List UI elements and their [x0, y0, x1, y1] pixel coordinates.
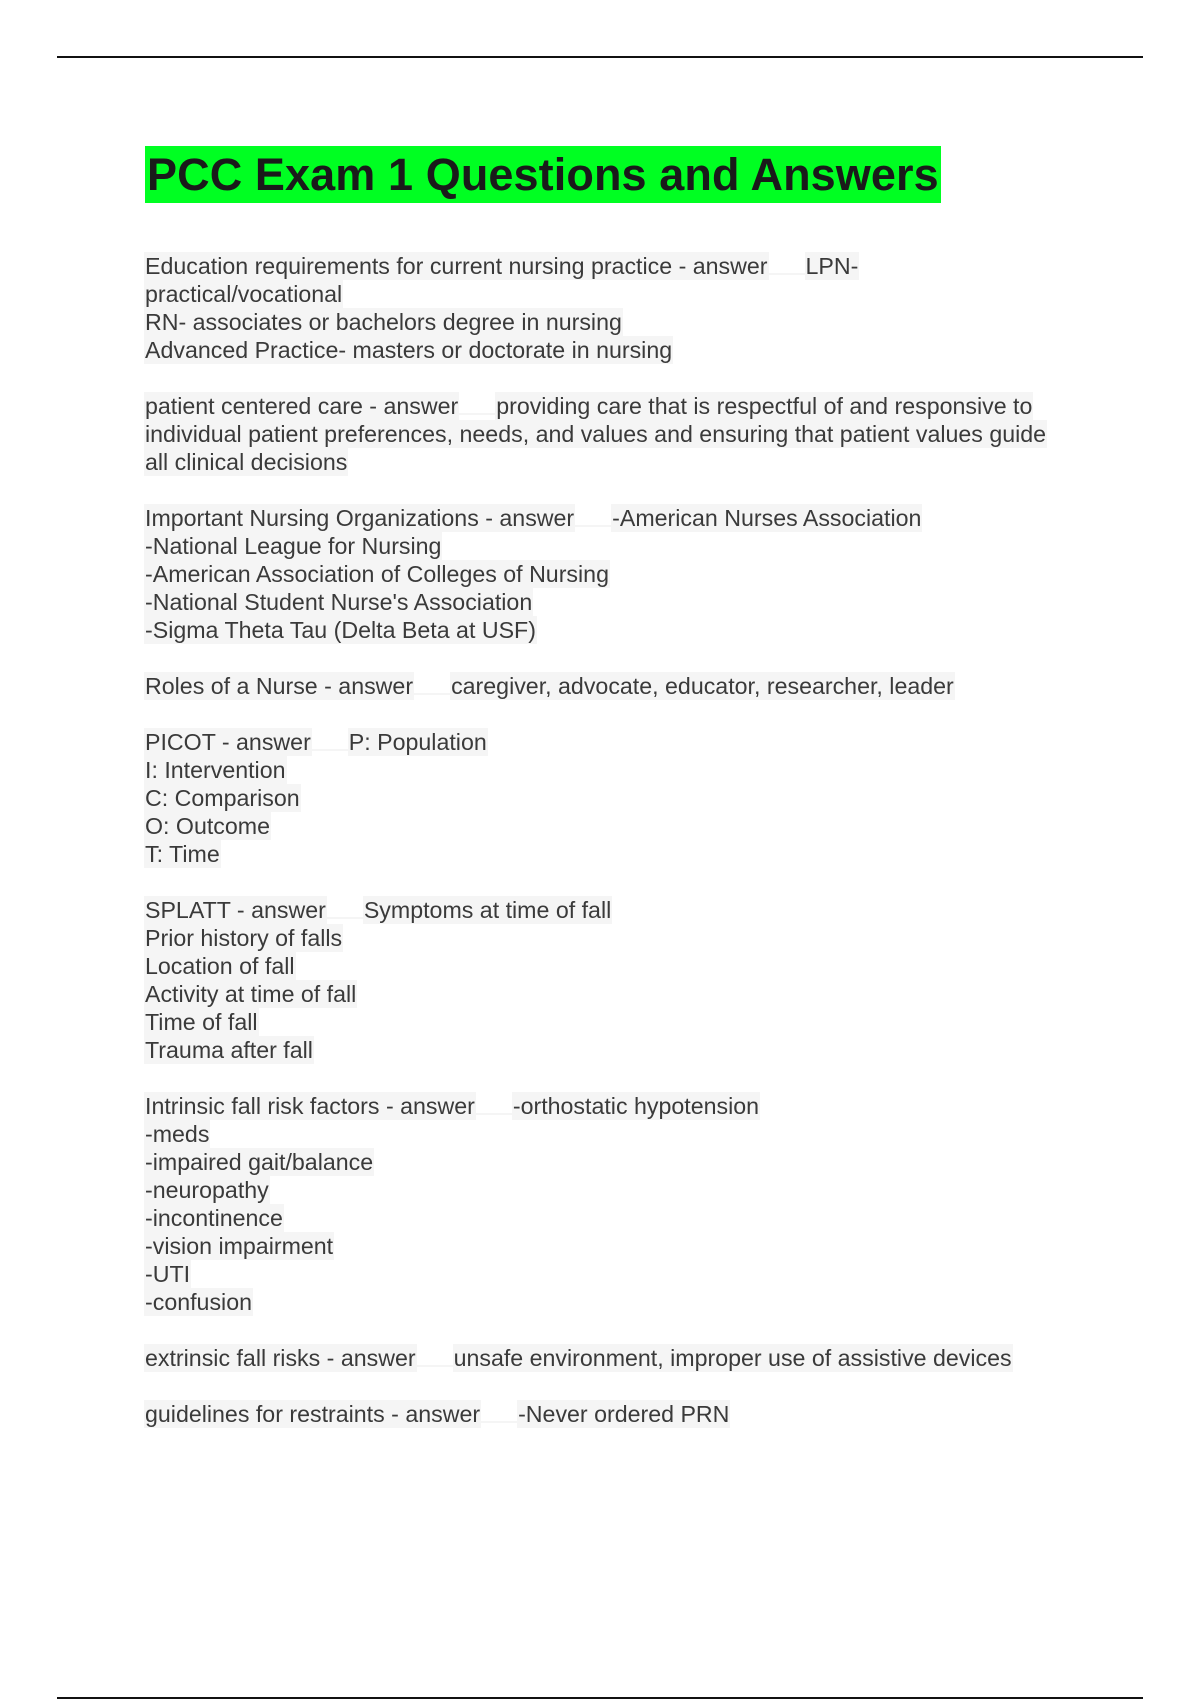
- answer-line-text: -confusion: [145, 1289, 252, 1315]
- answer-line: [145, 1036, 1085, 1064]
- answer-text: -Never ordered PRN: [518, 1401, 730, 1427]
- answer-text: LPN-: [805, 253, 859, 279]
- answer-line: [145, 560, 1085, 588]
- answer-line: [145, 1008, 1085, 1036]
- answer-text: Symptoms at time of fall: [363, 897, 612, 923]
- qa-item: [145, 1344, 1085, 1372]
- qa-item: [145, 896, 1085, 1064]
- answer-line: [145, 308, 1085, 336]
- answer-line: [145, 420, 1085, 448]
- answer-line-text: -neuropathy: [145, 1177, 269, 1203]
- answer-line-text: I: Intervention: [145, 757, 286, 783]
- answer-line: [145, 1232, 1085, 1260]
- answer-line: [145, 924, 1085, 952]
- qa-item: [145, 504, 1085, 644]
- answer-line: [145, 1260, 1085, 1288]
- answer-line-text: Activity at time of fall: [145, 981, 357, 1007]
- answer-line: [145, 532, 1085, 560]
- answer-line: [145, 336, 1085, 364]
- answer-line-text: -UTI: [145, 1261, 191, 1287]
- answer-line-text: -meds: [145, 1121, 210, 1147]
- answer-line-text: RN- associates or bachelors degree in nursing: [145, 309, 622, 335]
- answer-line-text: Prior history of falls: [145, 925, 343, 951]
- answer-text: caregiver, advocate, educator, researcher, leader: [451, 673, 954, 699]
- qa-item: [145, 252, 1085, 364]
- answer-line-text: -vision impairment: [145, 1233, 334, 1259]
- answer-line: [145, 448, 1085, 476]
- answer-line: [145, 784, 1085, 812]
- qa-first-line: [145, 1092, 1085, 1120]
- qa-item: [145, 1400, 1085, 1428]
- answer-line-text: C: Comparison: [145, 785, 300, 811]
- answer-line-text: T: Time: [145, 841, 220, 867]
- qa-first-line: [145, 392, 1085, 420]
- answer-line: [145, 1204, 1085, 1232]
- qa-first-line: [145, 504, 1085, 532]
- question-text: patient centered care - answer: [145, 393, 459, 419]
- qa-first-line: [145, 672, 1085, 700]
- qa-first-line: [145, 252, 1085, 280]
- qa-first-line: [145, 1344, 1085, 1372]
- answer-line: [145, 280, 1085, 308]
- answer-line-text: -impaired gait/balance: [145, 1149, 374, 1175]
- question-text: Important Nursing Organizations - answer: [145, 505, 575, 531]
- answer-text: -American Nurses Association: [612, 505, 922, 531]
- answer-line: [145, 1176, 1085, 1204]
- answer-line: [145, 588, 1085, 616]
- answer-line-text: individual patient preferences, needs, and values and ensuring that patient values guide: [145, 421, 1047, 447]
- answer-line-text: Time of fall: [145, 1009, 258, 1035]
- question-text: Education requirements for current nursing practice - answer: [145, 253, 768, 279]
- answer-line: [145, 1148, 1085, 1176]
- answer-line-text: -incontinence: [145, 1205, 283, 1231]
- answer-line-text: Advanced Practice- masters or doctorate in nursing: [145, 337, 673, 363]
- answer-line: [145, 952, 1085, 980]
- qa-first-line: [145, 728, 1085, 756]
- answer-line: [145, 616, 1085, 644]
- answer-line-text: Trauma after fall: [145, 1037, 313, 1063]
- question-text: PICOT - answer: [145, 729, 311, 755]
- qa-first-line: [145, 896, 1085, 924]
- answer-line: [145, 756, 1085, 784]
- question-text: Intrinsic fall risk factors - answer: [145, 1093, 475, 1119]
- footer-rule: [57, 1697, 1143, 1699]
- question-text: SPLATT - answer: [145, 897, 326, 923]
- qa-first-line: [145, 1400, 1085, 1428]
- answer-line-text: practical/vocational: [145, 281, 343, 307]
- qa-item: [145, 1092, 1085, 1316]
- answer-line: [145, 980, 1085, 1008]
- answer-line-text: -Sigma Theta Tau (Delta Beta at USF): [145, 617, 536, 643]
- answer-line-text: Location of fall: [145, 953, 295, 979]
- answer-line: [145, 1120, 1085, 1148]
- answer-line: [145, 812, 1085, 840]
- qa-list: [145, 252, 1085, 1428]
- answer-text: -orthostatic hypotension: [512, 1093, 760, 1119]
- answer-line-text: -National League for Nursing: [145, 533, 442, 559]
- header-rule: [57, 56, 1143, 58]
- answer-text: providing care that is respectful of and responsive to: [496, 393, 1033, 419]
- answer-line: [145, 840, 1085, 868]
- answer-line-text: -National Student Nurse's Association: [145, 589, 533, 615]
- document-body: [145, 146, 1085, 1456]
- question-text: Roles of a Nurse - answer: [145, 673, 414, 699]
- answer-line-text: O: Outcome: [145, 813, 270, 839]
- qa-item: [145, 392, 1085, 476]
- answer-line: [145, 1288, 1085, 1316]
- qa-item: [145, 672, 1085, 700]
- answer-text: P: Population: [348, 729, 487, 755]
- answer-line-text: -American Association of Colleges of Nursing: [145, 561, 609, 587]
- question-text: extrinsic fall risks - answer: [145, 1345, 416, 1371]
- question-text: guidelines for restraints - answer: [145, 1401, 481, 1427]
- document-title: PCC Exam 1 Questions and Answers: [145, 146, 941, 203]
- answer-text: unsafe environment, improper use of assistive devices: [453, 1345, 1012, 1371]
- qa-item: [145, 728, 1085, 868]
- answer-line-text: all clinical decisions: [145, 449, 348, 475]
